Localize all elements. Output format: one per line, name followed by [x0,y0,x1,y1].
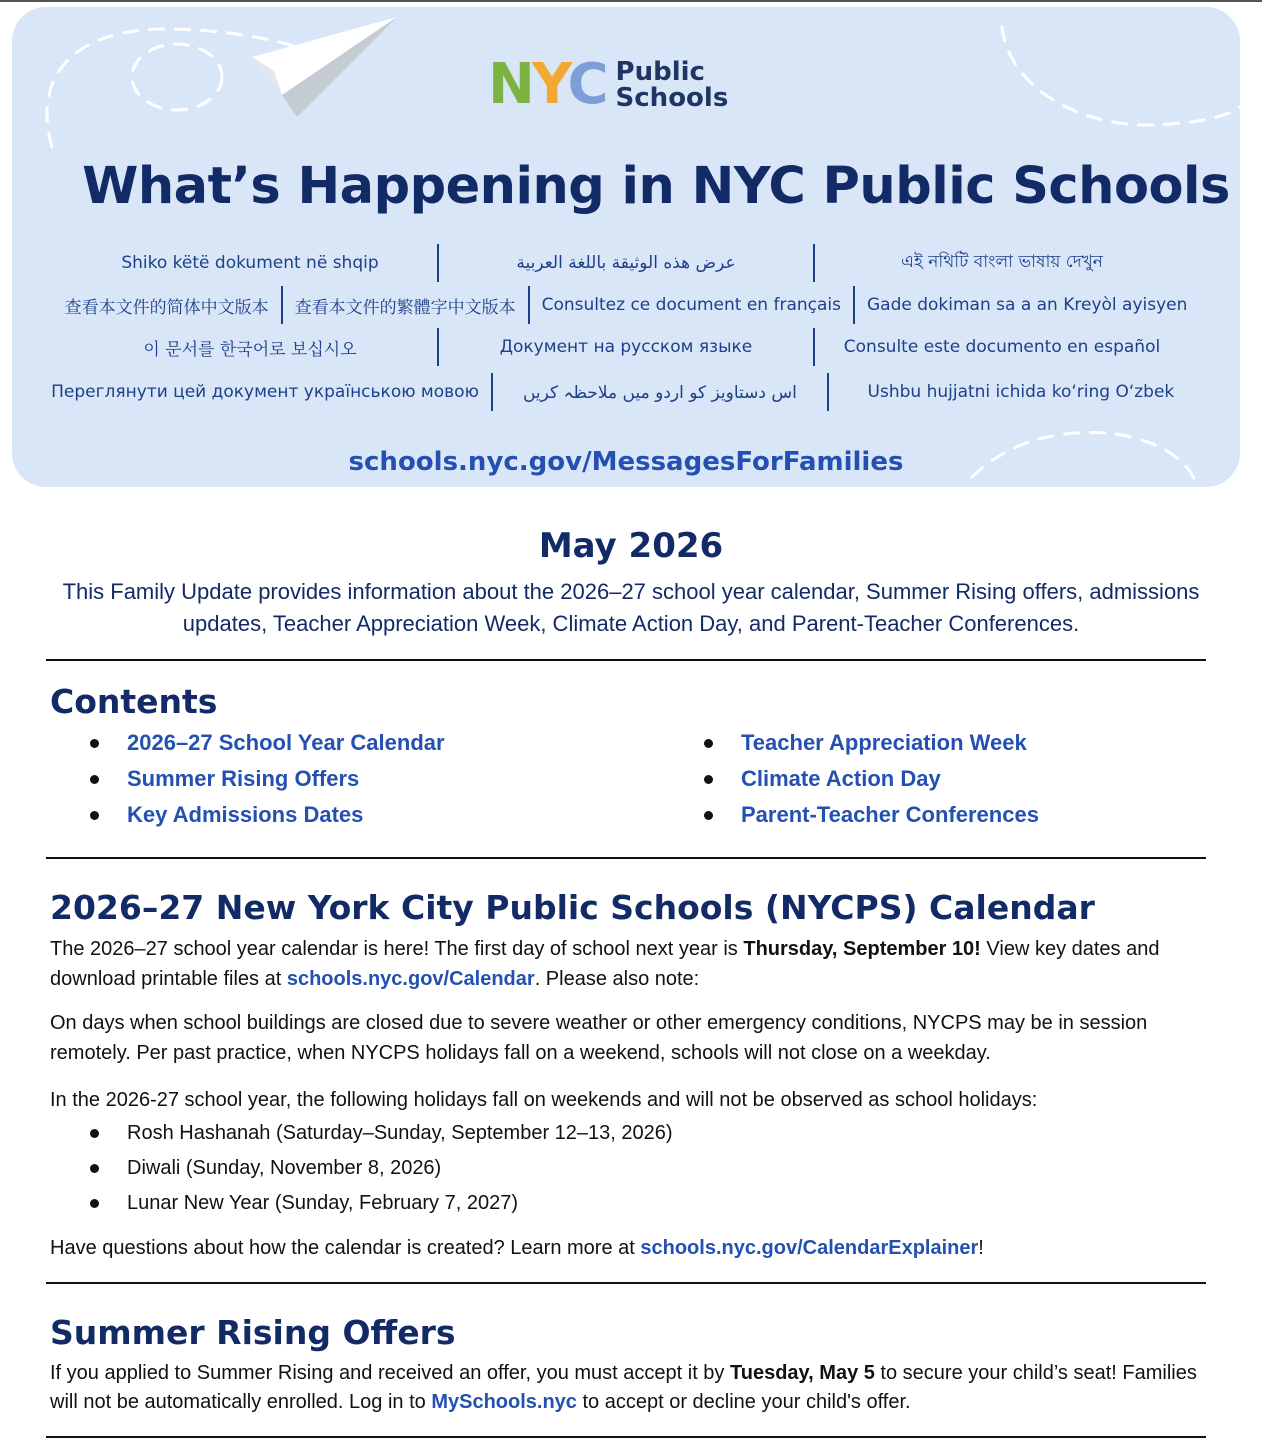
toc-link-climate-action[interactable]: Climate Action Day [704,766,1190,792]
calendar-paragraph-3: In the 2026-27 school year, the following holidays fall on weekends and will not be observed as school holidays: [50,1089,1038,1111]
holiday-list [90,1116,673,1221]
language-link-korean[interactable]: 이 문서를 한국어로 보십시오 [143,339,357,360]
toc-link-summer-rising[interactable]: Summer Rising Offers [90,766,704,792]
divider [46,1436,1206,1438]
logo-line-1: Public [615,57,705,87]
divider [46,857,1206,859]
toc-link-conferences[interactable]: Parent-Teacher Conferences [704,802,1190,828]
summer-rising-heading: Summer Rising Offers [50,1313,456,1352]
header-banner [12,7,1240,487]
calendar-paragraph-4: Have questions about how the calendar is created? Learn more at schools.nyc.gov/CalendarExplainer! [50,1237,984,1259]
messages-for-families-link[interactable]: schools.nyc.gov/MessagesForFamilies [348,447,904,477]
language-link-haitian-creole[interactable]: Gade dokiman sa a an Kreyòl ayisyen [866,295,1188,315]
banner-title: What’s Happening in NYC Public Schools [82,157,1230,216]
toc-link-calendar[interactable]: 2026–27 School Year Calendar [90,730,704,756]
intro-paragraph: This Family Update provides information about the 2026–27 school year calendar, Summer Rising offers, admissions updates, Teacher Appreciation Week, Climate Action Day, and Parent-Teacher Conferences. [62,579,1200,636]
calendar-link[interactable]: schools.nyc.gov/Calendar [286,968,535,990]
toc-link-teacher-appreciation[interactable]: Teacher Appreciation Week [704,730,1190,756]
language-link-spanish[interactable]: Consulte este documento en español [843,337,1161,357]
language-row [12,373,1240,411]
logo-line-2: Schools [615,83,729,113]
language-row [12,244,1240,282]
divider [46,659,1206,661]
language-row [12,286,1240,324]
myschools-link[interactable]: MySchools.nyc [431,1391,577,1413]
nycps-logo [488,52,729,117]
language-link-chinese-traditional[interactable]: 查看本文件的繁體字中文版本 [294,297,516,318]
language-row [12,328,1240,366]
issue-month: May 2026 [538,526,724,566]
contents-heading: Contents [50,682,218,721]
calendar-paragraph-2: On days when school buildings are closed due to severe weather or other emergency conditions, NYCPS may be in session remotely. Per past practice, when NYCPS holidays fall on a weekend, schools will not close on a weekday. [50,1012,1148,1064]
list-item: Diwali (Sunday, November 8, 2026) [90,1151,673,1186]
language-link-ukrainian[interactable]: Переглянути цей документ українською мовою [51,382,479,402]
calendar-heading: 2026–27 New York City Public Schools (NYCPS) Calendar [50,888,1095,927]
list-item: Rosh Hashanah (Saturday–Sunday, September 12–13, 2026) [90,1116,673,1151]
calendar-explainer-link[interactable]: schools.nyc.gov/CalendarExplainer [640,1237,979,1259]
calendar-paragraph-1: The 2026–27 school year calendar is here! The first day of school next year is Thursday, September 10! View key dates and download printable files at schools.nyc.gov/Calendar. Please also note: [50,938,1160,990]
language-link-russian[interactable]: Документ на русском языке [499,337,753,357]
language-link-urdu[interactable]: اس دستاویز کو اردو میں ملاحظہ کریں [522,382,797,403]
summer-rising-paragraph: If you applied to Summer Rising and received an offer, you must accept it by Tuesday, May 5 to secure your child’s seat! Families will not be automatically enrolled. Log in to MySchools.nyc to accept or decline your child's offer. [50,1362,1197,1413]
toc-link-admissions[interactable]: Key Admissions Dates [90,802,704,828]
paper-plane-icon [252,17,397,117]
divider [46,1282,1206,1284]
top-border [0,0,1262,2]
language-link-bengali[interactable]: এই নথিটি বাংলা ভাষায় দেখুন [901,252,1103,272]
logo-mark: NYC [488,52,606,117]
language-link-arabic[interactable]: عرض هذه الوثيقة باللغة العربية [516,253,736,273]
language-link-albanian[interactable]: Shiko këtë dokument në shqip [121,253,379,273]
language-link-chinese-simplified[interactable]: 查看本文件的简体中文版本 [64,297,269,318]
list-item: Lunar New Year (Sunday, February 7, 2027) [90,1186,673,1221]
language-link-uzbek[interactable]: Ushbu hujjatni ichida ko‘ring O‘zbek [867,382,1175,402]
language-link-french[interactable]: Consultez ce document en français [541,295,841,315]
table-of-contents [90,730,1190,828]
